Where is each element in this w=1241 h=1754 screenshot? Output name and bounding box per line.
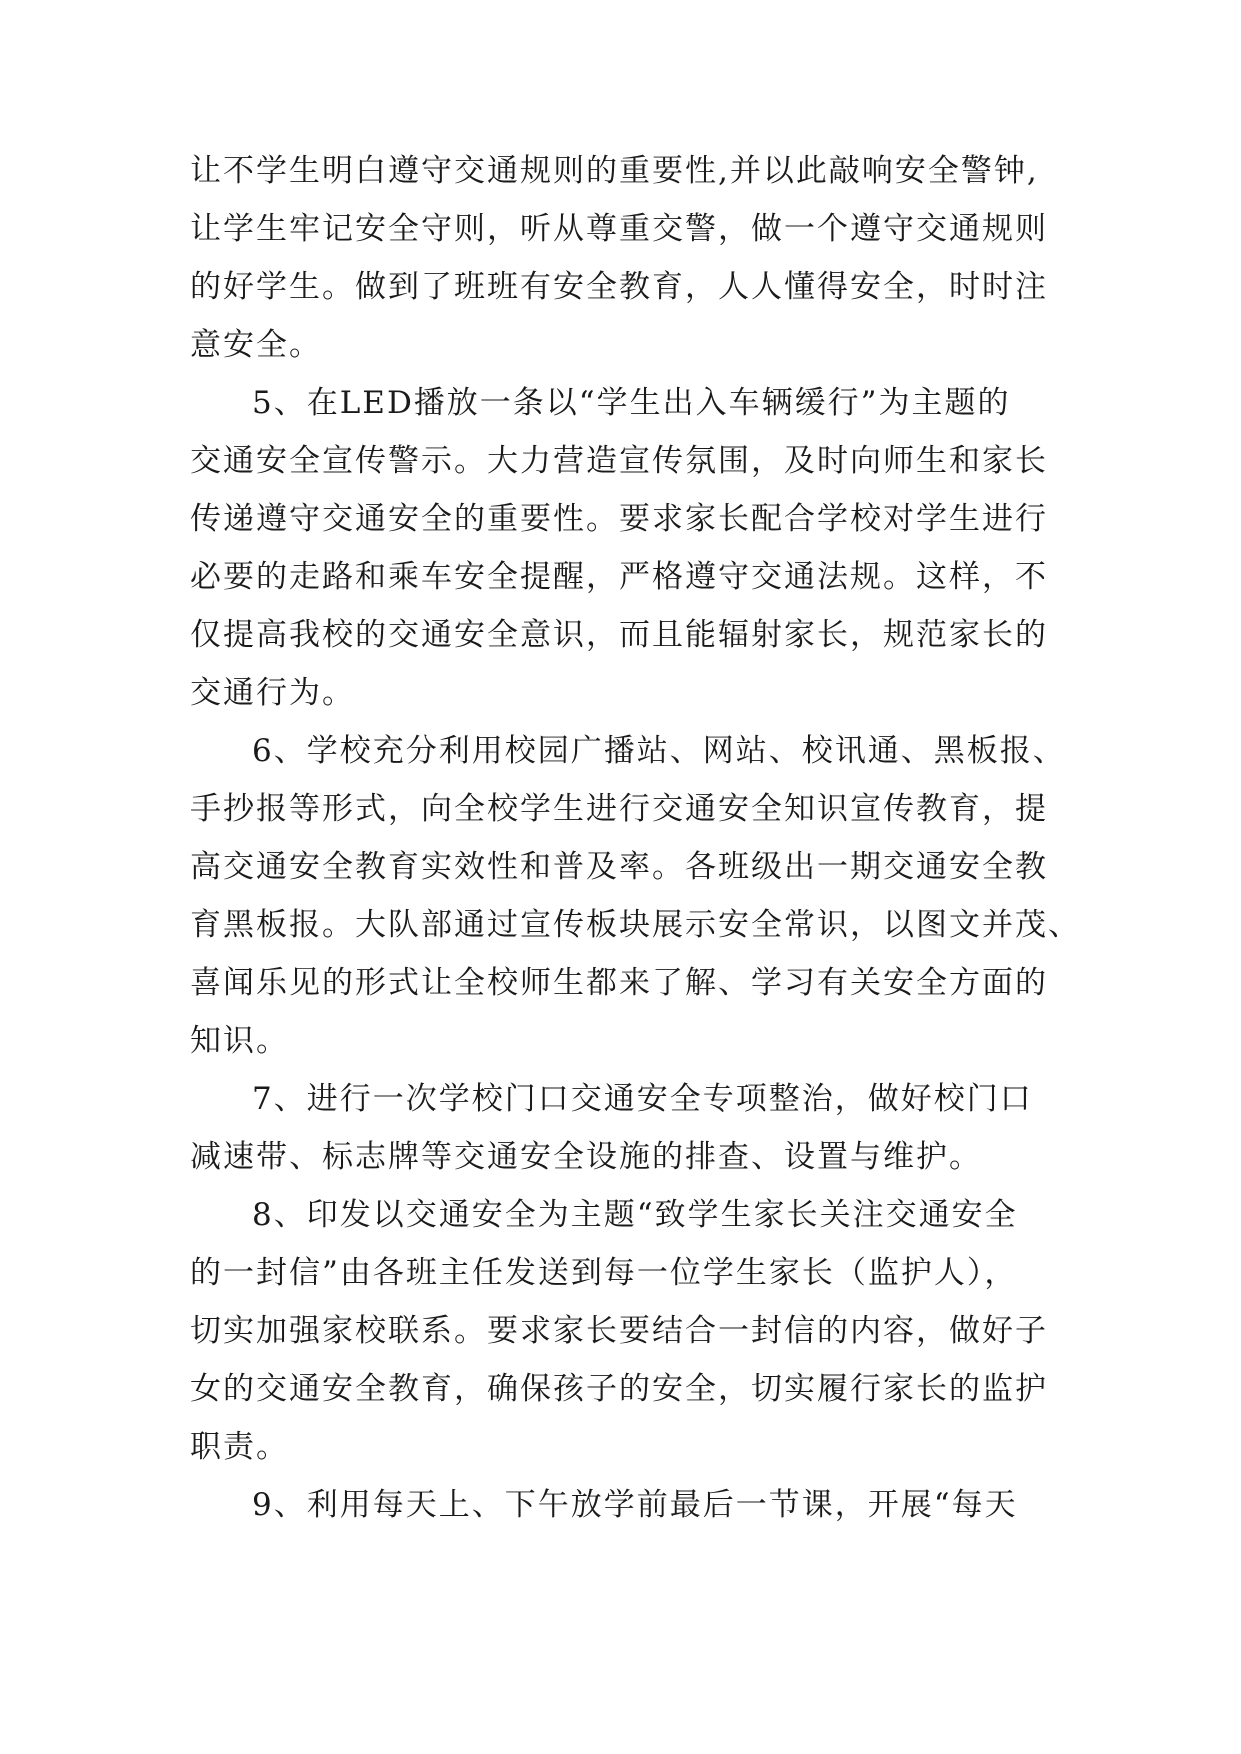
text-line: 切实加强家校联系。要求家长要结合一封信的内容，做好子 xyxy=(190,1313,1048,1349)
text-line: 交通安全宣传警示。大力营造宣传氛围，及时向师生和家长 xyxy=(190,443,1048,479)
paragraph-7-start: 7、进行一次学校门口交通安全专项整治，做好校门口 xyxy=(252,1081,1033,1117)
paragraph-9-start: 9、利用每天上、下午放学前最后一节课，开展“每天 xyxy=(252,1487,1018,1523)
text-line: 意安全。 xyxy=(190,327,322,363)
text-line: 让学生牢记安全守则，听从尊重交警，做一个遵守交通规则 xyxy=(190,211,1048,247)
paragraph-8-start: 8、印发以交通安全为主题“致学生家长关注交通安全 xyxy=(252,1197,1018,1233)
text-line: 交通行为。 xyxy=(190,675,355,711)
paragraph-5-start: 5、在LED播放一条以“学生出入车辆缓行”为主题的 xyxy=(252,385,1011,421)
text-line: 育黑板报。大队部通过宣传板块展示安全常识，以图文并茂、 xyxy=(190,907,1081,943)
text-line: 的一封信”由各班主任发送到每一位学生家长（监护人）， xyxy=(190,1255,1018,1291)
text-line: 知识。 xyxy=(190,1023,289,1059)
paragraph-6-start: 6、学校充分利用校园广播站、网站、校讯通、黑板报、 xyxy=(252,733,1066,769)
text-line: 让不学生明白遵守交通规则的重要性,并以此敲响安全警钟, xyxy=(190,153,1039,189)
text-line: 职责。 xyxy=(190,1429,289,1465)
text-line: 必要的走路和乘车安全提醒，严格遵守交通法规。这样，不 xyxy=(190,559,1048,595)
text-line: 传递遵守交通安全的重要性。要求家长配合学校对学生进行 xyxy=(190,501,1048,537)
text-line: 减速带、标志牌等交通安全设施的排查、设置与维护。 xyxy=(190,1139,982,1175)
text-line: 的好学生。做到了班班有安全教育，人人懂得安全，时时注 xyxy=(190,269,1048,305)
text-line: 仅提高我校的交通安全意识，而且能辐射家长，规范家长的 xyxy=(190,617,1048,653)
text-line: 女的交通安全教育，确保孩子的安全，切实履行家长的监护 xyxy=(190,1371,1048,1407)
text-line: 手抄报等形式，向全校学生进行交通安全知识宣传教育，提 xyxy=(190,791,1048,827)
text-line: 喜闻乐见的形式让全校师生都来了解、学习有关安全方面的 xyxy=(190,965,1048,1001)
text-line: 高交通安全教育实效性和普及率。各班级出一期交通安全教 xyxy=(190,849,1048,885)
